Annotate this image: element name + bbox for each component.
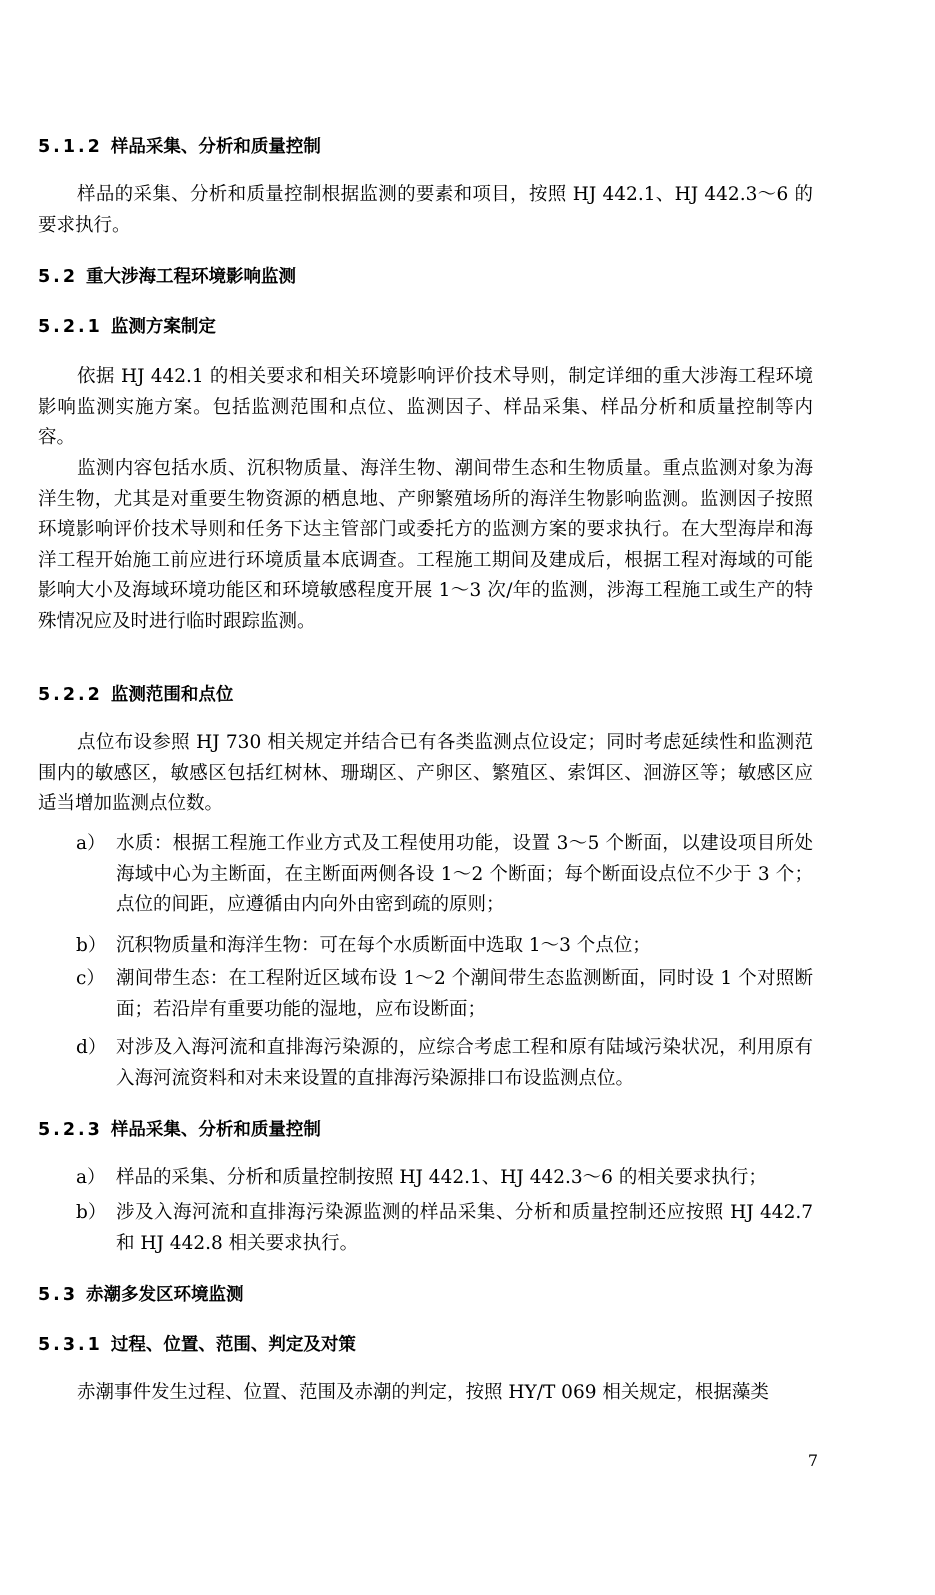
list-item-label: c） — [76, 968, 105, 989]
section-number: 5.3.1 — [38, 1335, 103, 1355]
section-title: 赤潮多发区环境监测 — [86, 1285, 244, 1305]
section-title: 过程、位置、范围、判定及对策 — [110, 1335, 356, 1355]
paragraph-5-2-2: 点位布设参照 HJ 730 相关规定并结合已有各类监测点位设定；同时考虑延续性和监测范围内的敏感区，敏感区包括红树林、珊瑚区、产卵区、繁殖区、索饵区、洄游区等；敏感区应适当增加监测点位数。 — [38, 732, 813, 814]
list-item-text: 样品的采集、分析和质量控制按照 HJ 442.1、HJ 442.3～6 的相关要求执行； — [116, 1167, 767, 1188]
paragraph-5-1-2: 样品的采集、分析和质量控制根据监测的要素和项目，按照 HJ 442.1、HJ 442.3～6 的要求执行。 — [38, 184, 813, 236]
section-title: 监测范围和点位 — [110, 685, 234, 705]
list-item-text: 沉积物质量和海洋生物：可在每个水质断面中选取 1～3 个点位； — [116, 935, 651, 956]
list-item-text: 涉及入海河流和直排海污染源监测的样品采集、分析和质量控制还应按照 HJ 442.7 和 HJ 442.8 相关要求执行。 — [116, 1202, 813, 1254]
list-item-label: a） — [76, 833, 106, 854]
section-number: 5.3 — [38, 1285, 79, 1305]
section-number: 5.2 — [38, 267, 79, 287]
paragraph-5-2-1-a: 依据 HJ 442.1 的相关要求和相关环境影响评价技术导则，制定详细的重大涉海工程环境影响监测实施方案。包括监测范围和点位、监测因子、样品采集、样品分析和质量控制等内容。 — [38, 366, 813, 448]
section-title: 样品采集、分析和质量控制 — [110, 137, 321, 157]
list-item-label: b） — [76, 1202, 107, 1223]
list-item-text: 潮间带生态：在工程附近区域布设 1～2 个潮间带生态监测断面，同时设 1 个对照断面；若沿岸有重要功能的湿地，应布设断面； — [116, 968, 813, 1020]
list-item-text: 对涉及入海河流和直排海污染源的，应综合考虑工程和原有陆域污染状况，利用原有入海河流资料和对未来设置的直排海污染源排口布设监测点位。 — [116, 1037, 813, 1089]
list-item-label: d） — [76, 1037, 107, 1058]
section-title: 重大涉海工程环境影响监测 — [86, 267, 297, 287]
section-number: 5.2.3 — [38, 1120, 103, 1140]
section-number: 5.1.2 — [38, 137, 103, 157]
section-number: 5.2.1 — [38, 317, 103, 337]
section-number: 5.2.2 — [38, 685, 103, 705]
paragraph-5-3-1: 赤潮事件发生过程、位置、范围及赤潮的判定，按照 HY/T 069 相关规定，根据藻类 — [77, 1382, 769, 1403]
list-item-label: a） — [76, 1167, 106, 1188]
list-item-text: 水质：根据工程施工作业方式及工程使用功能，设置 3～5 个断面，以建设项目所处海域中心为主断面，在主断面两侧各设 1～2 个断面；每个断面设点位不少于 3 个；点位的间距，应遵循由内向外由密到疏的原则； — [116, 833, 813, 915]
paragraph-5-2-1-b: 监测内容包括水质、沉积物质量、海洋生物、潮间带生态和生物质量。重点监测对象为海洋生物，尤其是对重要生物资源的栖息地、产卵繁殖场所的海洋生物影响监测。监测因子按照环境影响评价技术导则和任务下达主管部门或委托方的监测方案的要求执行。在大型海岸和海洋工程开始施工前应进行环境质量本底调查。工程施工期间及建成后，根据工程对海域的可能影响大小及海域环境功能区和环境敏感程度开展 1～3 次/年的监测，涉海工程施工或生产的特殊情况应及时进行临时跟踪监测。 — [38, 458, 813, 632]
section-title: 监测方案制定 — [110, 317, 216, 337]
list-item-label: b） — [76, 935, 107, 956]
page-number: 7 — [807, 1451, 818, 1470]
section-title: 样品采集、分析和质量控制 — [110, 1120, 321, 1140]
